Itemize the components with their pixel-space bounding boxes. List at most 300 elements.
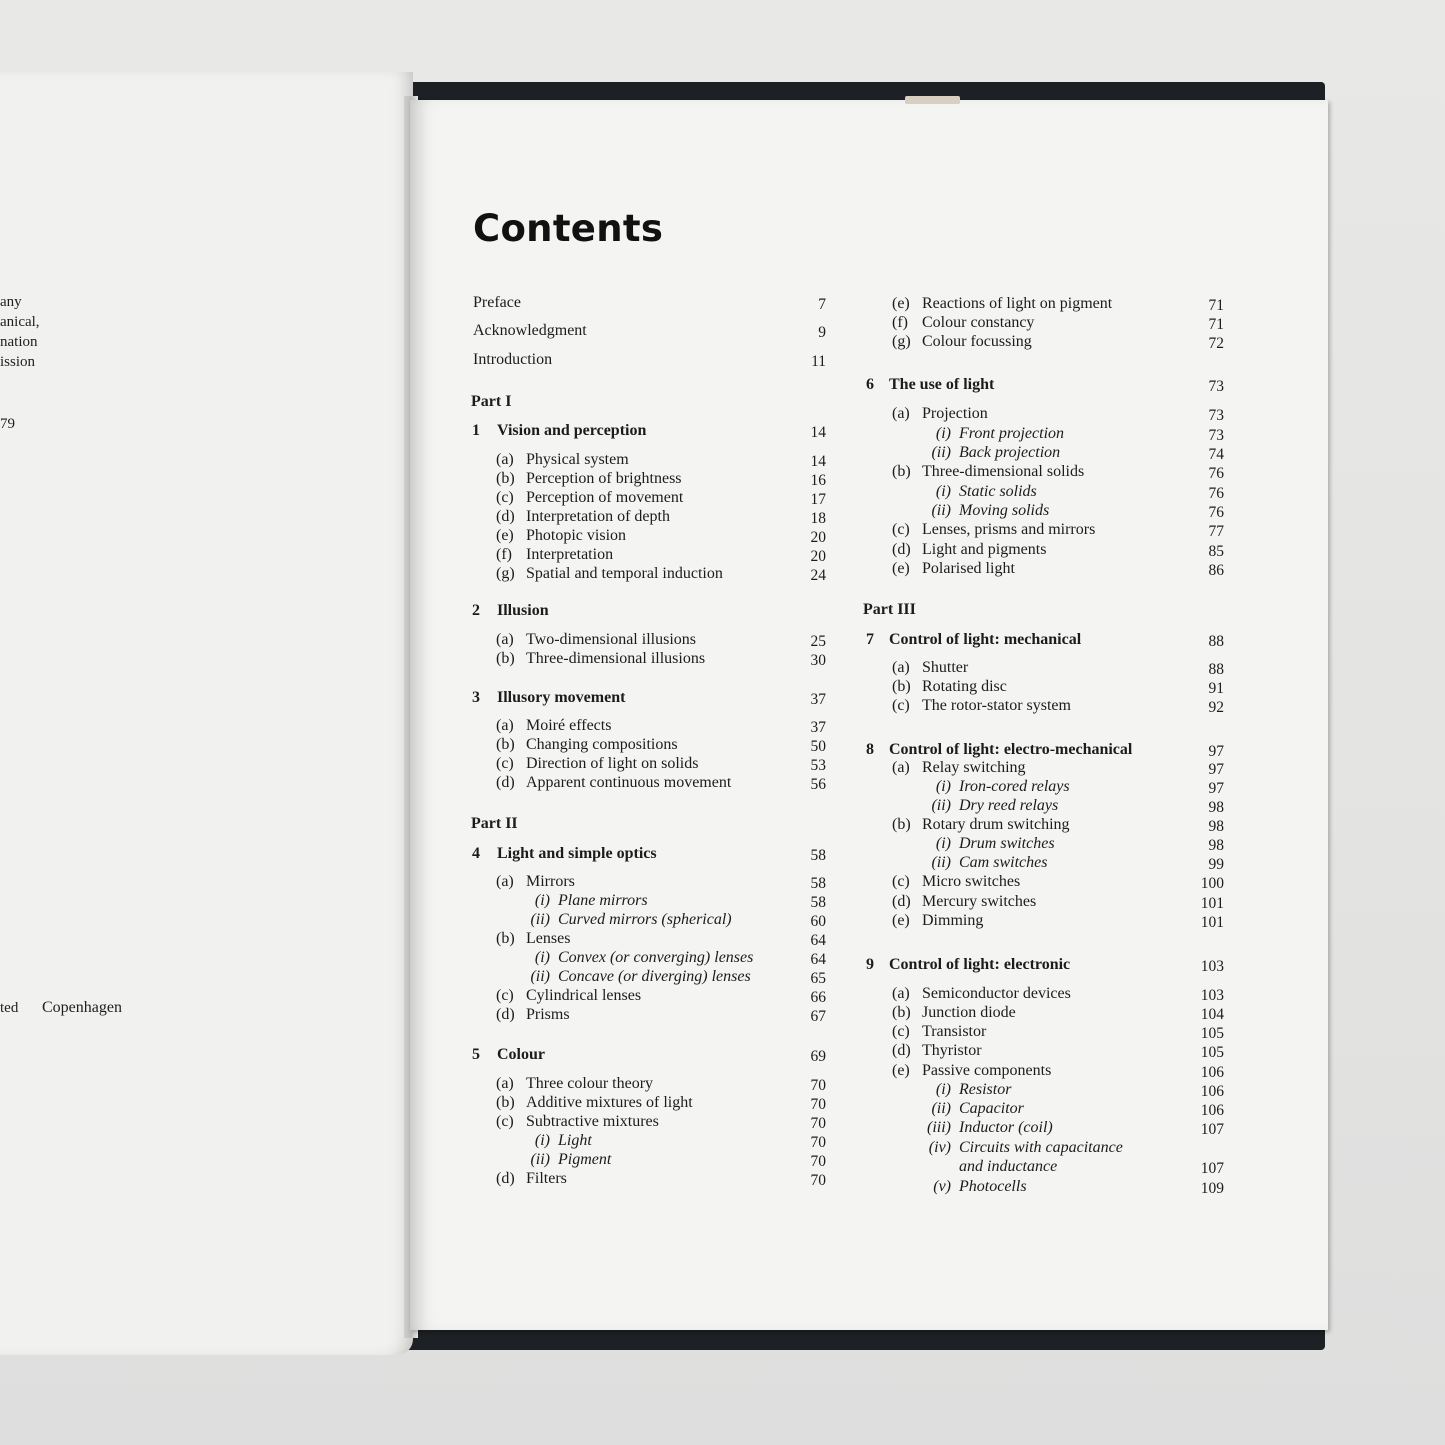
toc-entry: [473, 321, 587, 340]
toc-label: Micro switches: [922, 873, 1021, 890]
toc-page-number: 9: [818, 324, 826, 341]
toc-number: (ii): [530, 1151, 550, 1168]
toc-page-number: 76: [1208, 485, 1224, 502]
toc-number: (e): [892, 295, 910, 312]
toc-number: (i): [935, 483, 951, 500]
toc-sub: [892, 872, 1020, 891]
toc-sub2: [500, 967, 751, 986]
toc-page-number: 70: [810, 1077, 826, 1094]
toc-page-number: 70: [810, 1172, 826, 1189]
toc-label: Additive mixtures of light: [526, 1094, 693, 1111]
toc-label: Colour focussing: [922, 333, 1032, 350]
toc-page-number: 64: [810, 951, 826, 968]
toc-number: (e): [892, 560, 910, 577]
toc-label: Thyristor: [922, 1042, 982, 1059]
toc-page-number: 25: [810, 633, 826, 650]
toc-label: Reactions of light on pigment: [922, 295, 1113, 312]
toc-page-number: 76: [1208, 504, 1224, 521]
toc-sub2: [895, 796, 1058, 815]
toc-page-number: 74: [1208, 446, 1224, 463]
toc-page-number: 98: [1208, 837, 1224, 854]
toc-label: Iron-cored relays: [959, 778, 1070, 795]
toc-sub2: [895, 1138, 1123, 1157]
toc-page-number: 37: [810, 691, 826, 708]
toc-number: (d): [496, 774, 515, 791]
toc-sub2: [895, 834, 1055, 853]
toc-number: (d): [496, 1170, 515, 1187]
toc-label: Mercury switches: [922, 893, 1037, 910]
toc-label: Resistor: [959, 1081, 1012, 1098]
toc-label: Light and pigments: [922, 541, 1047, 558]
toc-label: The rotor-stator system: [922, 697, 1071, 714]
toc-sub: [892, 758, 1026, 777]
toc-number: (a): [892, 985, 910, 1002]
toc-number: (c): [892, 521, 910, 538]
toc-page-number: 20: [810, 529, 826, 546]
toc-chapter: [866, 630, 1081, 649]
toc-page-number: 91: [1208, 680, 1224, 697]
toc-number: (b): [496, 930, 515, 947]
toc-number: (b): [892, 1004, 911, 1021]
left-page-fragment: ission: [0, 354, 36, 370]
toc-sub: [892, 404, 988, 423]
toc-page-number: 88: [1208, 633, 1224, 650]
toc-label: Semiconductor devices: [922, 985, 1071, 1002]
toc-number: (a): [892, 659, 910, 676]
toc-label: Interpretation of depth: [526, 508, 670, 525]
toc-number: 1: [472, 422, 480, 439]
toc-label: Moiré effects: [526, 717, 612, 734]
toc-label: Control of light: mechanical: [889, 631, 1082, 648]
toc-label: Dry reed relays: [959, 797, 1059, 814]
toc-page-number: 70: [810, 1153, 826, 1170]
toc-label: Three-dimensional illusions: [526, 650, 706, 667]
toc-number: (d): [496, 508, 515, 525]
toc-label: Cam switches: [959, 854, 1048, 871]
toc-number: (d): [892, 541, 911, 558]
toc-number: (a): [892, 759, 910, 776]
toc-number: (b): [892, 816, 911, 833]
toc-sub2: [895, 1157, 1057, 1176]
toc-number: (a): [496, 451, 514, 468]
toc-number: (i): [534, 1132, 550, 1149]
toc-sub: [496, 1074, 653, 1093]
toc-label: Subtractive mixtures: [526, 1113, 659, 1130]
toc-page-number: 103: [1200, 958, 1224, 975]
toc-sub2: [500, 1150, 611, 1169]
toc-number: (ii): [530, 968, 550, 985]
toc-label: Plane mirrors: [558, 892, 648, 909]
toc-number: (c): [496, 1113, 514, 1130]
toc-chapter: [472, 688, 625, 707]
toc-page-number: 101: [1200, 895, 1224, 912]
toc-page-number: 65: [810, 970, 826, 987]
toc-page-number: 20: [810, 548, 826, 565]
toc-page-number: 100: [1200, 875, 1224, 892]
toc-sub: [892, 1041, 982, 1060]
toc-number: 4: [472, 845, 480, 862]
toc-number: (d): [496, 1006, 515, 1023]
toc-page-number: 105: [1200, 1044, 1224, 1061]
toc-label: Mirrors: [526, 873, 575, 890]
toc-label: Photopic vision: [526, 527, 627, 544]
toc-sub: [496, 488, 683, 507]
toc-page-number: 107: [1200, 1121, 1224, 1138]
toc-sub: [892, 984, 1071, 1003]
toc-chapter: [472, 1045, 545, 1064]
toc-page-number: 98: [1208, 818, 1224, 835]
toc-page-number: 71: [1208, 297, 1224, 314]
toc-entry: [473, 293, 521, 312]
toc-page-number: 103: [1200, 987, 1224, 1004]
toc-label: Part I: [471, 393, 512, 410]
toc-page-number: 70: [810, 1134, 826, 1151]
toc-number: (ii): [931, 854, 951, 871]
toc-label: Part III: [863, 601, 916, 618]
toc-label: Back projection: [959, 444, 1061, 461]
toc-sub: [496, 986, 641, 1005]
toc-label: Physical system: [526, 451, 629, 468]
toc-page-number: 106: [1200, 1102, 1224, 1119]
toc-label: Projection: [922, 405, 988, 422]
toc-sub: [892, 294, 1112, 313]
toc-number: (b): [496, 650, 515, 667]
left-page-fragment: nation: [0, 334, 38, 350]
toc-number: (v): [933, 1178, 951, 1195]
toc-sub2: [895, 853, 1047, 872]
toc-page-number: 77: [1208, 523, 1224, 540]
toc-label: Part II: [471, 815, 518, 832]
toc-sub: [892, 462, 1084, 481]
toc-page-number: 101: [1200, 914, 1224, 931]
toc-number: (f): [496, 546, 512, 563]
toc-number: (i): [534, 892, 550, 909]
toc-page-number: 99: [1208, 856, 1224, 873]
toc-page-number: 106: [1200, 1083, 1224, 1100]
tape-mark: [905, 96, 960, 104]
toc-number: (iii): [927, 1119, 951, 1136]
toc-label: Lenses: [526, 930, 571, 947]
toc-label: Illusory movement: [497, 689, 626, 706]
toc-page-number: 14: [810, 424, 826, 441]
toc-page-number: 97: [1208, 761, 1224, 778]
toc-label: Circuits with capacitance: [959, 1139, 1123, 1156]
toc-chapter: [866, 375, 994, 394]
toc-label: Cylindrical lenses: [526, 987, 642, 1004]
toc-sub: [496, 754, 698, 773]
toc-sub: [892, 1003, 1016, 1022]
toc-number: (b): [496, 736, 515, 753]
toc-label: Light: [558, 1132, 592, 1149]
toc-number: (e): [892, 912, 910, 929]
toc-number: 8: [866, 741, 874, 758]
toc-label: Control of light: electronic: [889, 956, 1071, 973]
toc-page-number: 24: [810, 567, 826, 584]
toc-sub: [496, 716, 611, 735]
toc-label: Photocells: [959, 1178, 1027, 1195]
toc-label: Filters: [526, 1170, 567, 1187]
toc-page-number: 73: [1208, 407, 1224, 424]
toc-sub2: [500, 910, 732, 929]
toc-label: Transistor: [922, 1023, 987, 1040]
toc-number: (c): [496, 987, 514, 1004]
toc-page-number: 18: [810, 510, 826, 527]
toc-label: Rotary drum switching: [922, 816, 1070, 833]
toc-page-number: 85: [1208, 543, 1224, 560]
toc-label: Colour constancy: [922, 314, 1035, 331]
toc-page-number: 92: [1208, 699, 1224, 716]
toc-sub: [892, 677, 1007, 696]
toc-sub: [496, 1005, 570, 1024]
toc-number: (c): [892, 697, 910, 714]
toc-page-number: 106: [1200, 1064, 1224, 1081]
toc-label: Spatial and temporal induction: [526, 565, 723, 582]
toc-label: Junction diode: [922, 1004, 1016, 1021]
toc-number: (d): [892, 893, 911, 910]
toc-number: 6: [866, 376, 874, 393]
left-page: [0, 72, 413, 1355]
toc-label: Lenses, prisms and mirrors: [922, 521, 1096, 538]
toc-number: (a): [496, 873, 514, 890]
toc-label: Front projection: [959, 425, 1065, 442]
toc-label: Changing compositions: [526, 736, 678, 753]
toc-sub2: [895, 482, 1037, 501]
toc-sub: [496, 1169, 567, 1188]
toc-label: Convex (or converging) lenses: [558, 949, 754, 966]
toc-number: (a): [892, 405, 910, 422]
toc-page-number: 97: [1208, 743, 1224, 760]
toc-number: 9: [866, 956, 874, 973]
toc-page-number: 16: [810, 472, 826, 489]
toc-sub: [496, 507, 670, 526]
toc-sub: [496, 649, 705, 668]
toc-chapter: [472, 844, 657, 863]
toc-label: Two-dimensional illusions: [526, 631, 696, 648]
toc-chapter: [866, 955, 1070, 974]
toc-page-number: 73: [1208, 378, 1224, 395]
toc-page-number: 72: [1208, 335, 1224, 352]
toc-page-number: 71: [1208, 316, 1224, 333]
toc-label: Colour: [497, 1046, 545, 1063]
toc-page-number: 53: [810, 757, 826, 774]
toc-label: Control of light: electro-mechanical: [889, 741, 1133, 758]
toc-label: Illusion: [497, 602, 549, 619]
toc-label: Direction of light on solids: [526, 755, 699, 772]
toc-number: 5: [472, 1046, 480, 1063]
toc-sub: [892, 892, 1036, 911]
toc-number: (i): [935, 425, 951, 442]
toc-page-number: 104: [1200, 1006, 1224, 1023]
toc-number: (d): [892, 1042, 911, 1059]
toc-entry: [473, 350, 552, 369]
left-page-fragment: any: [0, 294, 22, 310]
toc-page-number: 58: [810, 847, 826, 864]
toc-label: Shutter: [922, 659, 969, 676]
toc-sub: [892, 911, 983, 930]
toc-sub2: [500, 1131, 592, 1150]
toc-sub: [496, 630, 696, 649]
toc-label: Drum switches: [959, 835, 1055, 852]
toc-number: (b): [892, 463, 911, 480]
toc-page-number: 66: [810, 989, 826, 1006]
toc-page-number: 70: [810, 1096, 826, 1113]
toc-number: (ii): [931, 1100, 951, 1117]
toc-label: Preface: [473, 294, 521, 311]
toc-sub: [496, 1093, 693, 1112]
toc-page-number: 60: [810, 913, 826, 930]
toc-label: Static solids: [959, 483, 1037, 500]
toc-label: and inductance: [959, 1158, 1058, 1175]
toc-number: 3: [472, 689, 480, 706]
toc-page-number: 58: [810, 875, 826, 892]
toc-page-number: 67: [810, 1008, 826, 1025]
toc-label: Relay switching: [922, 759, 1026, 776]
toc-label: Acknowledgment: [473, 322, 587, 339]
toc-label: Curved mirrors (spherical): [558, 911, 732, 928]
toc-sub: [892, 1022, 986, 1041]
toc-label: Polarised light: [922, 560, 1015, 577]
toc-number: (b): [496, 1094, 515, 1111]
toc-number: (i): [935, 835, 951, 852]
toc-sub: [892, 815, 1070, 834]
toc-sub: [892, 332, 1032, 351]
toc-number: (b): [496, 470, 515, 487]
toc-page-number: 50: [810, 738, 826, 755]
toc-label: Vision and perception: [497, 422, 647, 439]
toc-number: (ii): [931, 502, 951, 519]
toc-sub2: [895, 1118, 1053, 1137]
toc-number: (e): [496, 527, 514, 544]
toc-page-number: 58: [810, 894, 826, 911]
toc-page-number: 7: [818, 296, 826, 313]
toc-number: (i): [935, 778, 951, 795]
toc-number: (i): [534, 949, 550, 966]
toc-label: Perception of brightness: [526, 470, 682, 487]
toc-page-number: 76: [1208, 465, 1224, 482]
toc-label: Apparent continuous movement: [526, 774, 732, 791]
toc-label: Inductor (coil): [959, 1119, 1053, 1136]
toc-label: Interpretation: [526, 546, 614, 563]
toc-page-number: 69: [810, 1048, 826, 1065]
toc-page-number: 56: [810, 776, 826, 793]
toc-number: (ii): [931, 444, 951, 461]
toc-label: Prisms: [526, 1006, 570, 1023]
toc-label: Rotating disc: [922, 678, 1007, 695]
toc-label: Introduction: [473, 351, 553, 368]
toc-number: (a): [496, 631, 514, 648]
toc-number: (g): [496, 565, 515, 582]
toc-page-number: 30: [810, 652, 826, 669]
toc-sub: [496, 1112, 659, 1131]
toc-sub: [496, 773, 731, 792]
toc-label: Moving solids: [959, 502, 1050, 519]
toc-sub: [892, 658, 968, 677]
toc-number: (a): [496, 717, 514, 734]
toc-sub: [496, 545, 613, 564]
toc-number: (i): [935, 1081, 951, 1098]
toc-number: (a): [496, 1075, 514, 1092]
toc-label: Three-dimensional solids: [922, 463, 1085, 480]
toc-label: Three colour theory: [526, 1075, 654, 1092]
toc-sub2: [895, 1099, 1024, 1118]
toc-sub: [892, 520, 1095, 539]
toc-label: Capacitor: [959, 1100, 1024, 1117]
toc-sub: [496, 450, 629, 469]
toc-chapter: [472, 601, 549, 620]
toc-number: (f): [892, 314, 908, 331]
left-page-fragment: anical,: [0, 314, 40, 330]
toc-label: The use of light: [889, 376, 995, 393]
left-page-fragment: ted: [0, 1000, 19, 1016]
toc-page-number: 109: [1200, 1180, 1224, 1197]
toc-label: Light and simple optics: [497, 845, 657, 862]
toc-part: [471, 814, 518, 833]
contents-title: Contents: [473, 207, 664, 250]
toc-label: Pigment: [558, 1151, 612, 1168]
left-page-fragment: Copenhagen: [42, 999, 122, 1016]
toc-sub: [892, 540, 1046, 559]
toc-number: (ii): [931, 797, 951, 814]
toc-sub2: [895, 443, 1060, 462]
toc-number: 7: [866, 631, 874, 648]
toc-number: (c): [496, 755, 514, 772]
toc-sub: [892, 1061, 1051, 1080]
toc-label: Dimming: [922, 912, 984, 929]
toc-sub2: [895, 424, 1064, 443]
toc-chapter: [472, 421, 646, 440]
toc-page-number: 14: [810, 453, 826, 470]
toc-label: Perception of movement: [526, 489, 684, 506]
toc-number: (ii): [530, 911, 550, 928]
toc-sub: [496, 929, 570, 948]
toc-number: (c): [496, 489, 514, 506]
toc-page-number: 70: [810, 1115, 826, 1132]
toc-number: (c): [892, 1023, 910, 1040]
toc-sub: [892, 696, 1071, 715]
toc-sub: [496, 735, 678, 754]
toc-number: (b): [892, 678, 911, 695]
toc-label: Concave (or diverging) lenses: [558, 968, 751, 985]
toc-sub2: [895, 1080, 1011, 1099]
toc-page-number: 73: [1208, 427, 1224, 444]
toc-sub2: [500, 891, 648, 910]
toc-chapter: [866, 740, 1132, 759]
toc-page-number: 107: [1200, 1160, 1224, 1177]
toc-page-number: 17: [810, 491, 826, 508]
toc-page-number: 88: [1208, 661, 1224, 678]
toc-number: (c): [892, 873, 910, 890]
left-page-fragment: 79: [0, 416, 15, 432]
toc-sub: [892, 559, 1015, 578]
toc-page-number: 37: [810, 719, 826, 736]
toc-sub2: [500, 948, 753, 967]
toc-page-number: 97: [1208, 780, 1224, 797]
toc-page-number: 86: [1208, 562, 1224, 579]
toc-sub: [892, 313, 1034, 332]
toc-page-number: 105: [1200, 1025, 1224, 1042]
toc-number: 2: [472, 602, 480, 619]
toc-sub: [496, 872, 575, 891]
toc-sub: [496, 564, 723, 583]
toc-page-number: 98: [1208, 799, 1224, 816]
toc-sub2: [895, 1177, 1027, 1196]
toc-number: (e): [892, 1062, 910, 1079]
toc-number: (iv): [928, 1139, 951, 1156]
toc-part: [471, 392, 511, 411]
toc-sub: [496, 469, 682, 488]
toc-sub: [496, 526, 626, 545]
toc-number: (g): [892, 333, 911, 350]
